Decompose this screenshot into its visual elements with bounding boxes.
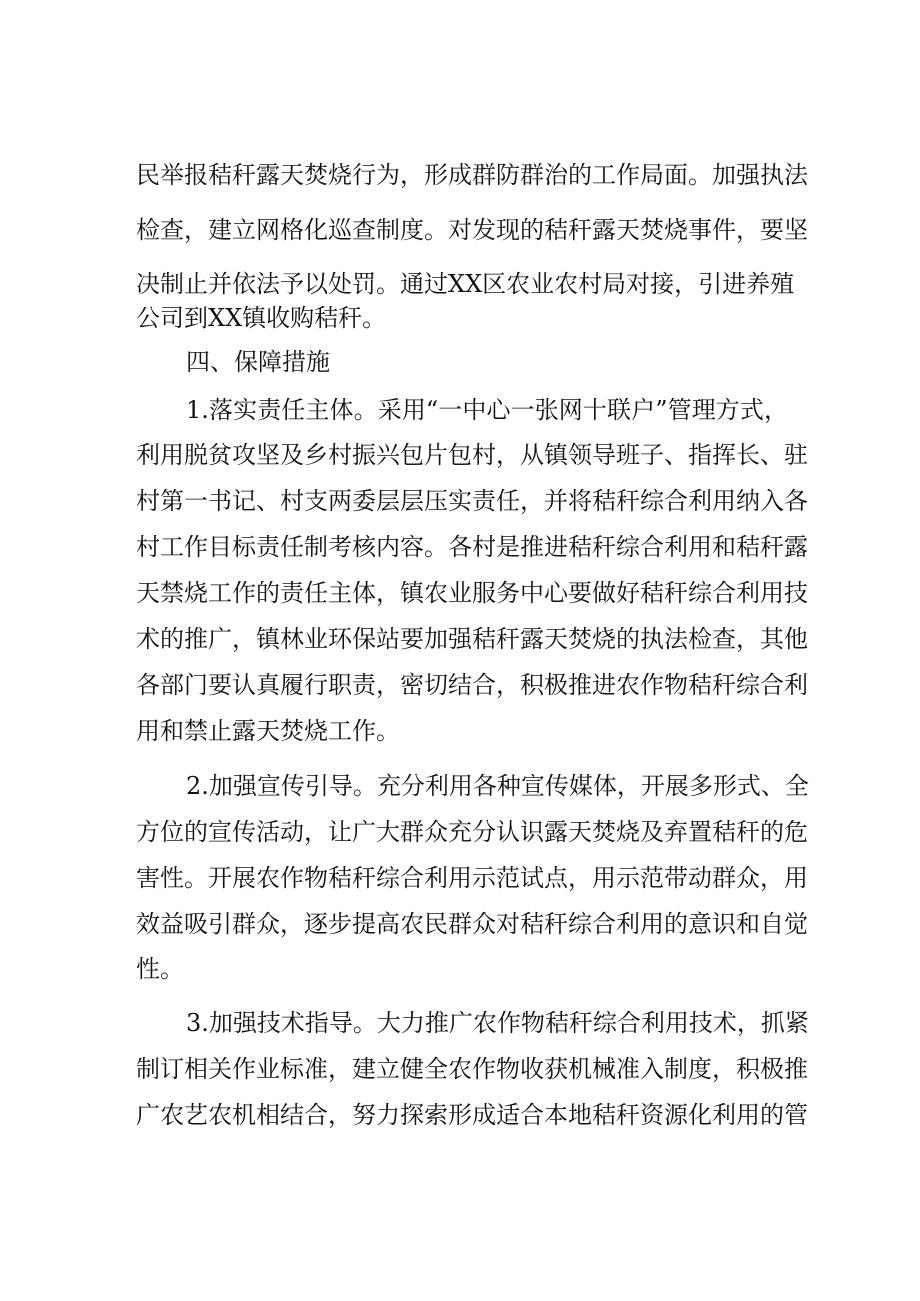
- text-line: 1.落实责任主体。采用“一中心一张网十联户”管理方式，: [186, 396, 788, 424]
- text-line: 公司到XX镇收购秸秆。: [136, 304, 387, 332]
- text-line: 用和禁止露天焚烧工作。: [136, 717, 400, 745]
- text-line: 利用脱贫攻坚及乡村振兴包片包村，从镇领导班子、指挥长、驻: [136, 441, 808, 469]
- text-line: 天禁烧工作的责任主体，镇农业服务中心要做好秸秆综合利用技: [136, 579, 808, 607]
- text-line: 民举报秸秆露天焚烧行为，形成群防群治的工作局面。加强执法: [136, 161, 808, 189]
- section-heading: 四、保障措施: [186, 348, 330, 376]
- text-line: 效益吸引群众，逐步提高农民群众对秸秆综合利用的意识和自觉: [136, 910, 808, 938]
- text-line: 广农艺农机相结合，努力探索形成适合本地秸秆资源化利用的管: [136, 1101, 808, 1129]
- text-line: 各部门要认真履行职责，密切结合，积极推进农作物秸秆综合利: [136, 671, 808, 699]
- text-line: 害性。开展农作物秸秆综合利用示范试点，用示范带动群众，用: [136, 864, 808, 892]
- text-line: 检查，建立网格化巡查制度。对发现的秸秆露天焚烧事件，要坚: [136, 216, 808, 244]
- text-line: 村第一书记、村支两委层层压实责任，并将秸秆综合利用纳入各: [136, 487, 808, 515]
- text-line: 性。: [136, 955, 184, 983]
- text-line: 制订相关作业标准，建立健全农作物收获机械准入制度，积极推: [136, 1055, 808, 1083]
- text-line: 决制止并依法予以处罚。通过XX区农业农村局对接，引进养殖: [136, 270, 795, 298]
- text-line: 术的推广，镇林业环保站要加强秸秆露天焚烧的执法检查，其他: [136, 625, 808, 653]
- text-line: 方位的宣传活动，让广大群众充分认识露天焚烧及弃置秸秆的危: [136, 818, 808, 846]
- text-line: 村工作目标责任制考核内容。各村是推进秸秆综合利用和秸秆露: [136, 533, 808, 561]
- text-line: 2.加强宣传引导。充分利用各种宣传媒体，开展多形式、全: [186, 772, 809, 800]
- text-line: 3.加强技术指导。大力推广农作物秸秆综合利用技术，抓紧: [186, 1009, 809, 1037]
